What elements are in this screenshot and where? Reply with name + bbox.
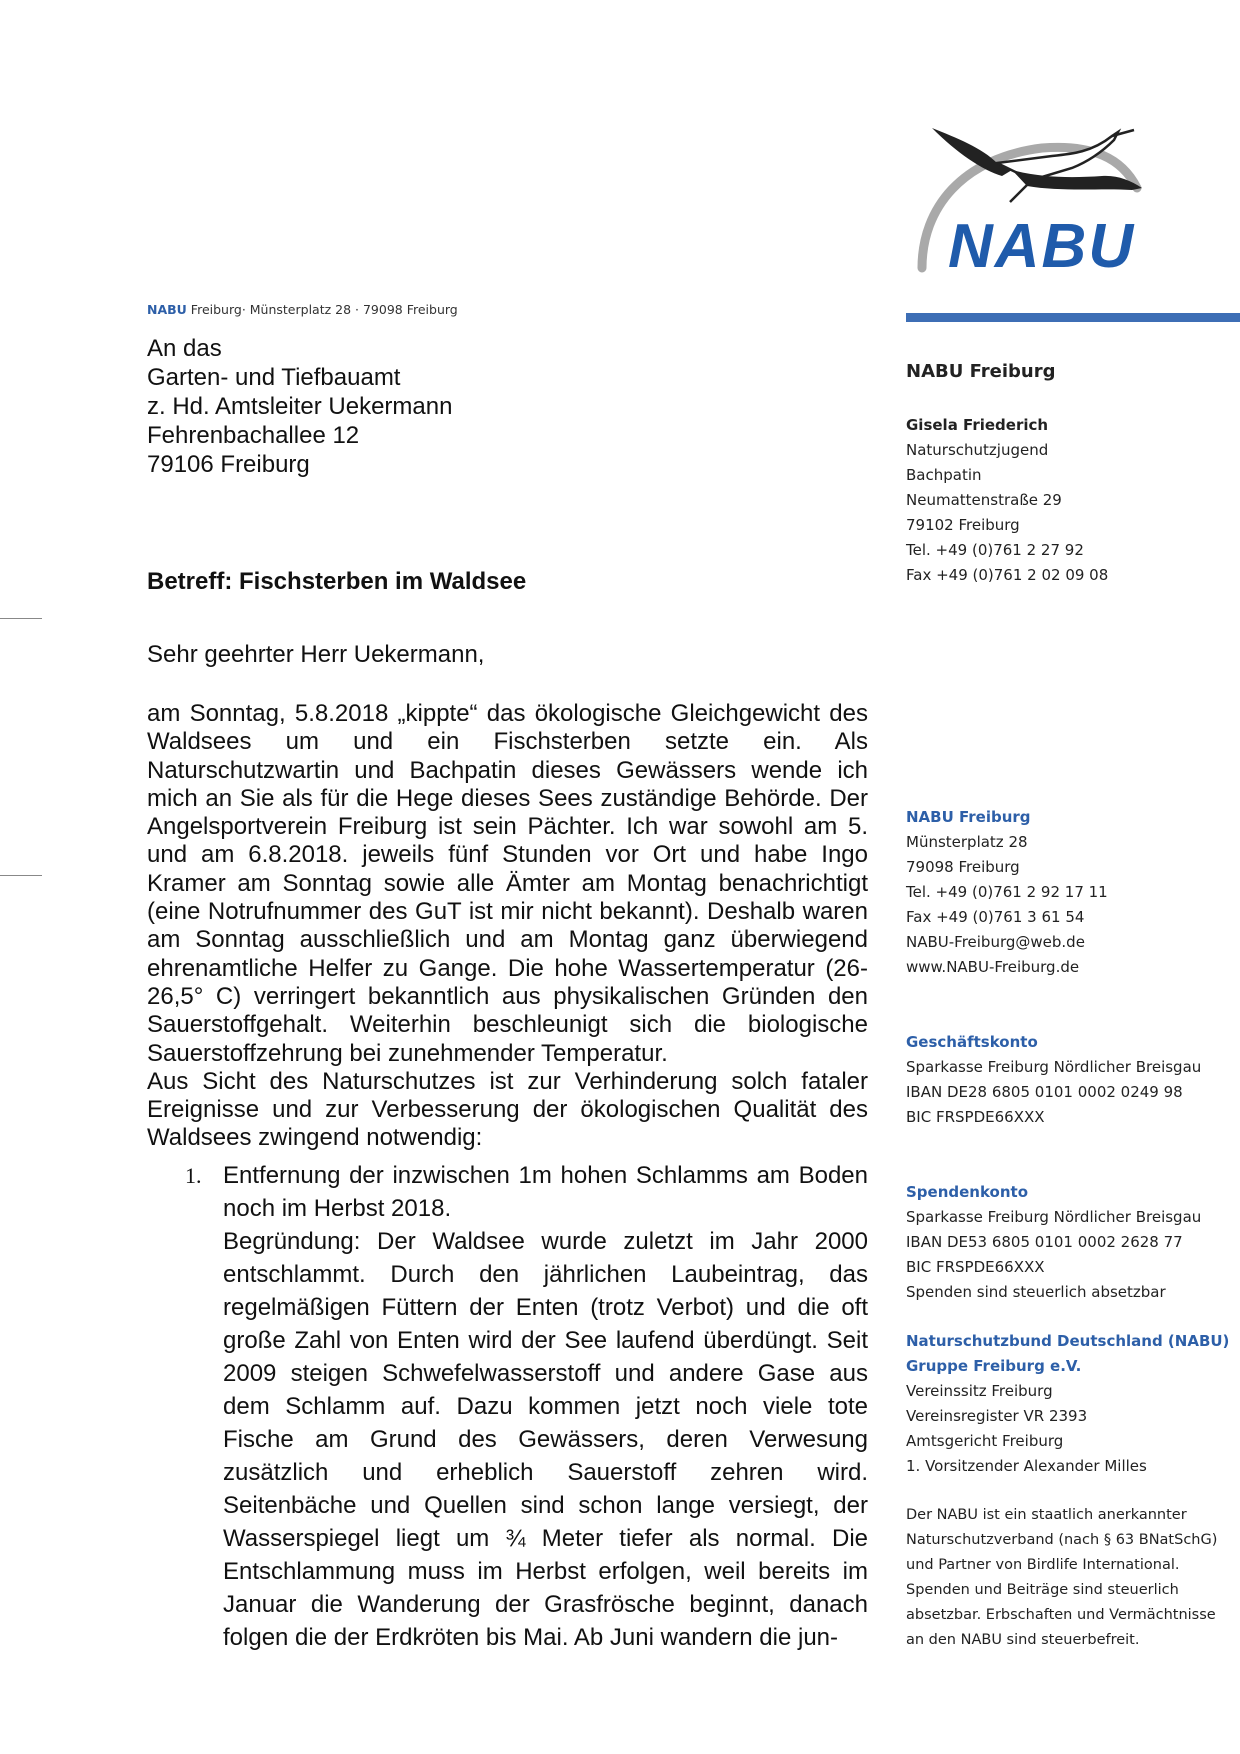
sidebar-business-account <box>906 1030 1226 1130</box>
sender-return-line <box>147 302 458 317</box>
association-title: Naturschutzbund Deutschland (NABU) <box>906 1332 1230 1350</box>
contact-line: Bachpatin <box>906 466 982 484</box>
sidebar-contact <box>906 413 1226 588</box>
office-line: Fax +49 (0)761 3 61 54 <box>906 908 1085 926</box>
list-item-reason: Begründung: Der Waldsee wurde zuletzt im Jahr 2000 entschlammt. Durch den jährlichen Laubeintrag, das regelmäßigen Füttern der Enten (trotz Verbot) und die oft große Zahl von Enten wird der See laufend überdüngt. Seit 2009 steigen Schwefelwasserstoff und andere Gase aus dem Schlamm auf. Dazu kommen jetzt noch viele tote Fische am Grund des Gewässers, deren Verwesung zusätzlich und erheblich Sauerstoff zehren wird. Seitenbäche und Quellen sind schon lange versiegt, der Wasserspiegel liegt um ¾ Meter tiefer als normal. Die Entschlammung muss im Herbst erfolgen, weil bereits im Januar die Wanderung der Grasfrösche beginnt, danach folgen die der Erdkröten bis Mai. Ab Juni wandern die jun- <box>223 1228 868 1651</box>
address-line: An das <box>147 335 222 362</box>
office-email[interactable]: NABU-Freiburg@web.de <box>906 933 1085 951</box>
disclaimer-line: Spenden und Beiträge sind steuerlich <box>906 1582 1179 1598</box>
contact-line: Naturschutzjugend <box>906 441 1049 459</box>
address-line: Garten- und Tiefbauamt <box>147 364 401 391</box>
office-line: 79098 Freiburg <box>906 858 1020 876</box>
contact-line: 79102 Freiburg <box>906 516 1020 534</box>
association-line: 1. Vorsitzender Alexander Milles <box>906 1457 1147 1475</box>
list-number: 1. <box>185 1163 202 1188</box>
paragraph: Aus Sicht des Naturschutzes ist zur Verhinderung solch fataler Ereignisse und zur Verbesserung der ökologischen Qualität des Waldsees zwingend notwendig: <box>147 1067 868 1152</box>
account-line: BIC FRSPDE66XXX <box>906 1258 1045 1276</box>
sender-address: Freiburg· Münsterplatz 28 · 79098 Freiburg <box>186 302 458 317</box>
paragraph: am Sonntag, 5.8.2018 „kippte“ das ökologische Gleichgewicht des Waldsees um und ein Fischsterben setzte ein. Als Naturschutzwartin und Bachpatin dieses Gewässers wende ich mich an Sie als für die Hege dieses Sees zuständige Behörde. Der Angelsportverein Freiburg ist sein Pächter. Ich war sowohl am 5. und am 6.8.2018. jeweils fünf Stunden vor Ort und habe Ingo Kramer am Sonntag sowie alle Ämter am Montag benachrichtigt (eine Notrufnummer des GuT ist mir nicht bekannt). Deshalb waren am Sonntag ausschließlich und am Montag ganz überwiegend ehrenamtliche Helfer zu Gange. Die hohe Wassertemperatur (26-26,5° C) verringert bekanntlich aus physikalischen Gründen den Sauerstoffgehalt. Weiterhin beschleunigt sich die biologische Sauerstoffzehrung bei zunehmender Temperatur. <box>147 700 868 1067</box>
account-line: IBAN DE53 6805 0101 0002 2628 77 <box>906 1233 1183 1251</box>
salutation: Sehr geehrter Herr Uekermann, <box>147 641 485 668</box>
list-item <box>147 1159 868 1654</box>
disclaimer-line: an den NABU sind steuerbefreit. <box>906 1632 1140 1648</box>
nabu-wordmark: NABU <box>948 212 1136 281</box>
blue-rule <box>906 313 1240 322</box>
address-line: 79106 Freiburg <box>147 451 310 478</box>
sidebar-donation-account <box>906 1180 1226 1305</box>
account-line: Sparkasse Freiburg Nördlicher Breisgau <box>906 1208 1202 1226</box>
office-line: Tel. +49 (0)761 2 92 17 11 <box>906 883 1108 901</box>
association-line: Vereinssitz Freiburg <box>906 1382 1053 1400</box>
association-line: Amtsgericht Freiburg <box>906 1432 1064 1450</box>
sidebar-disclaimer <box>906 1503 1226 1653</box>
address-line: z. Hd. Amtsleiter Uekermann <box>147 393 453 420</box>
association-line: Vereinsregister VR 2393 <box>906 1407 1088 1425</box>
requirements-list <box>147 1159 868 1654</box>
nabu-logo <box>902 118 1152 288</box>
contact-line: Fax +49 (0)761 2 02 09 08 <box>906 566 1109 584</box>
disclaimer-line: und Partner von Birdlife International. <box>906 1557 1180 1573</box>
association-title: Gruppe Freiburg e.V. <box>906 1357 1082 1375</box>
account-line: Sparkasse Freiburg Nördlicher Breisgau <box>906 1058 1202 1076</box>
fold-mark-top <box>0 618 42 619</box>
office-website[interactable]: www.NABU-Freiburg.de <box>906 958 1080 976</box>
address-line: Fehrenbachallee 12 <box>147 422 360 449</box>
sender-brand: NABU <box>147 302 187 317</box>
recipient-address <box>147 334 452 479</box>
contact-line: Tel. +49 (0)761 2 27 92 <box>906 541 1084 559</box>
disclaimer-line: absetzbar. Erbschaften und Vermächtnisse <box>906 1607 1216 1623</box>
list-item-text: Entfernung der inzwischen 1m hohen Schlamms am Boden noch im Herbst 2018. <box>223 1162 868 1222</box>
office-title: NABU Freiburg <box>906 808 1031 826</box>
business-account-title: Geschäftskonto <box>906 1033 1038 1051</box>
disclaimer-line: Der NABU ist ein staatlich anerkannter <box>906 1507 1187 1523</box>
donation-account-title: Spendenkonto <box>906 1183 1029 1201</box>
office-line: Münsterplatz 28 <box>906 833 1028 851</box>
disclaimer-line: Naturschutzverband (nach § 63 BNatSchG) <box>906 1532 1218 1548</box>
letter-body <box>147 700 868 1153</box>
contact-name: Gisela Friederich <box>906 416 1049 434</box>
account-line: Spenden sind steuerlich absetzbar <box>906 1283 1166 1301</box>
sidebar-association <box>906 1329 1230 1479</box>
account-line: IBAN DE28 6805 0101 0002 0249 98 <box>906 1083 1183 1101</box>
fold-mark-punch <box>0 875 42 876</box>
contact-line: Neumattenstraße 29 <box>906 491 1062 509</box>
subject-line: Betreff: Fischsterben im Waldsee <box>147 568 527 595</box>
sidebar-office <box>906 805 1226 980</box>
account-line: BIC FRSPDE66XXX <box>906 1108 1045 1126</box>
sidebar-org-title: NABU Freiburg <box>906 361 1056 382</box>
